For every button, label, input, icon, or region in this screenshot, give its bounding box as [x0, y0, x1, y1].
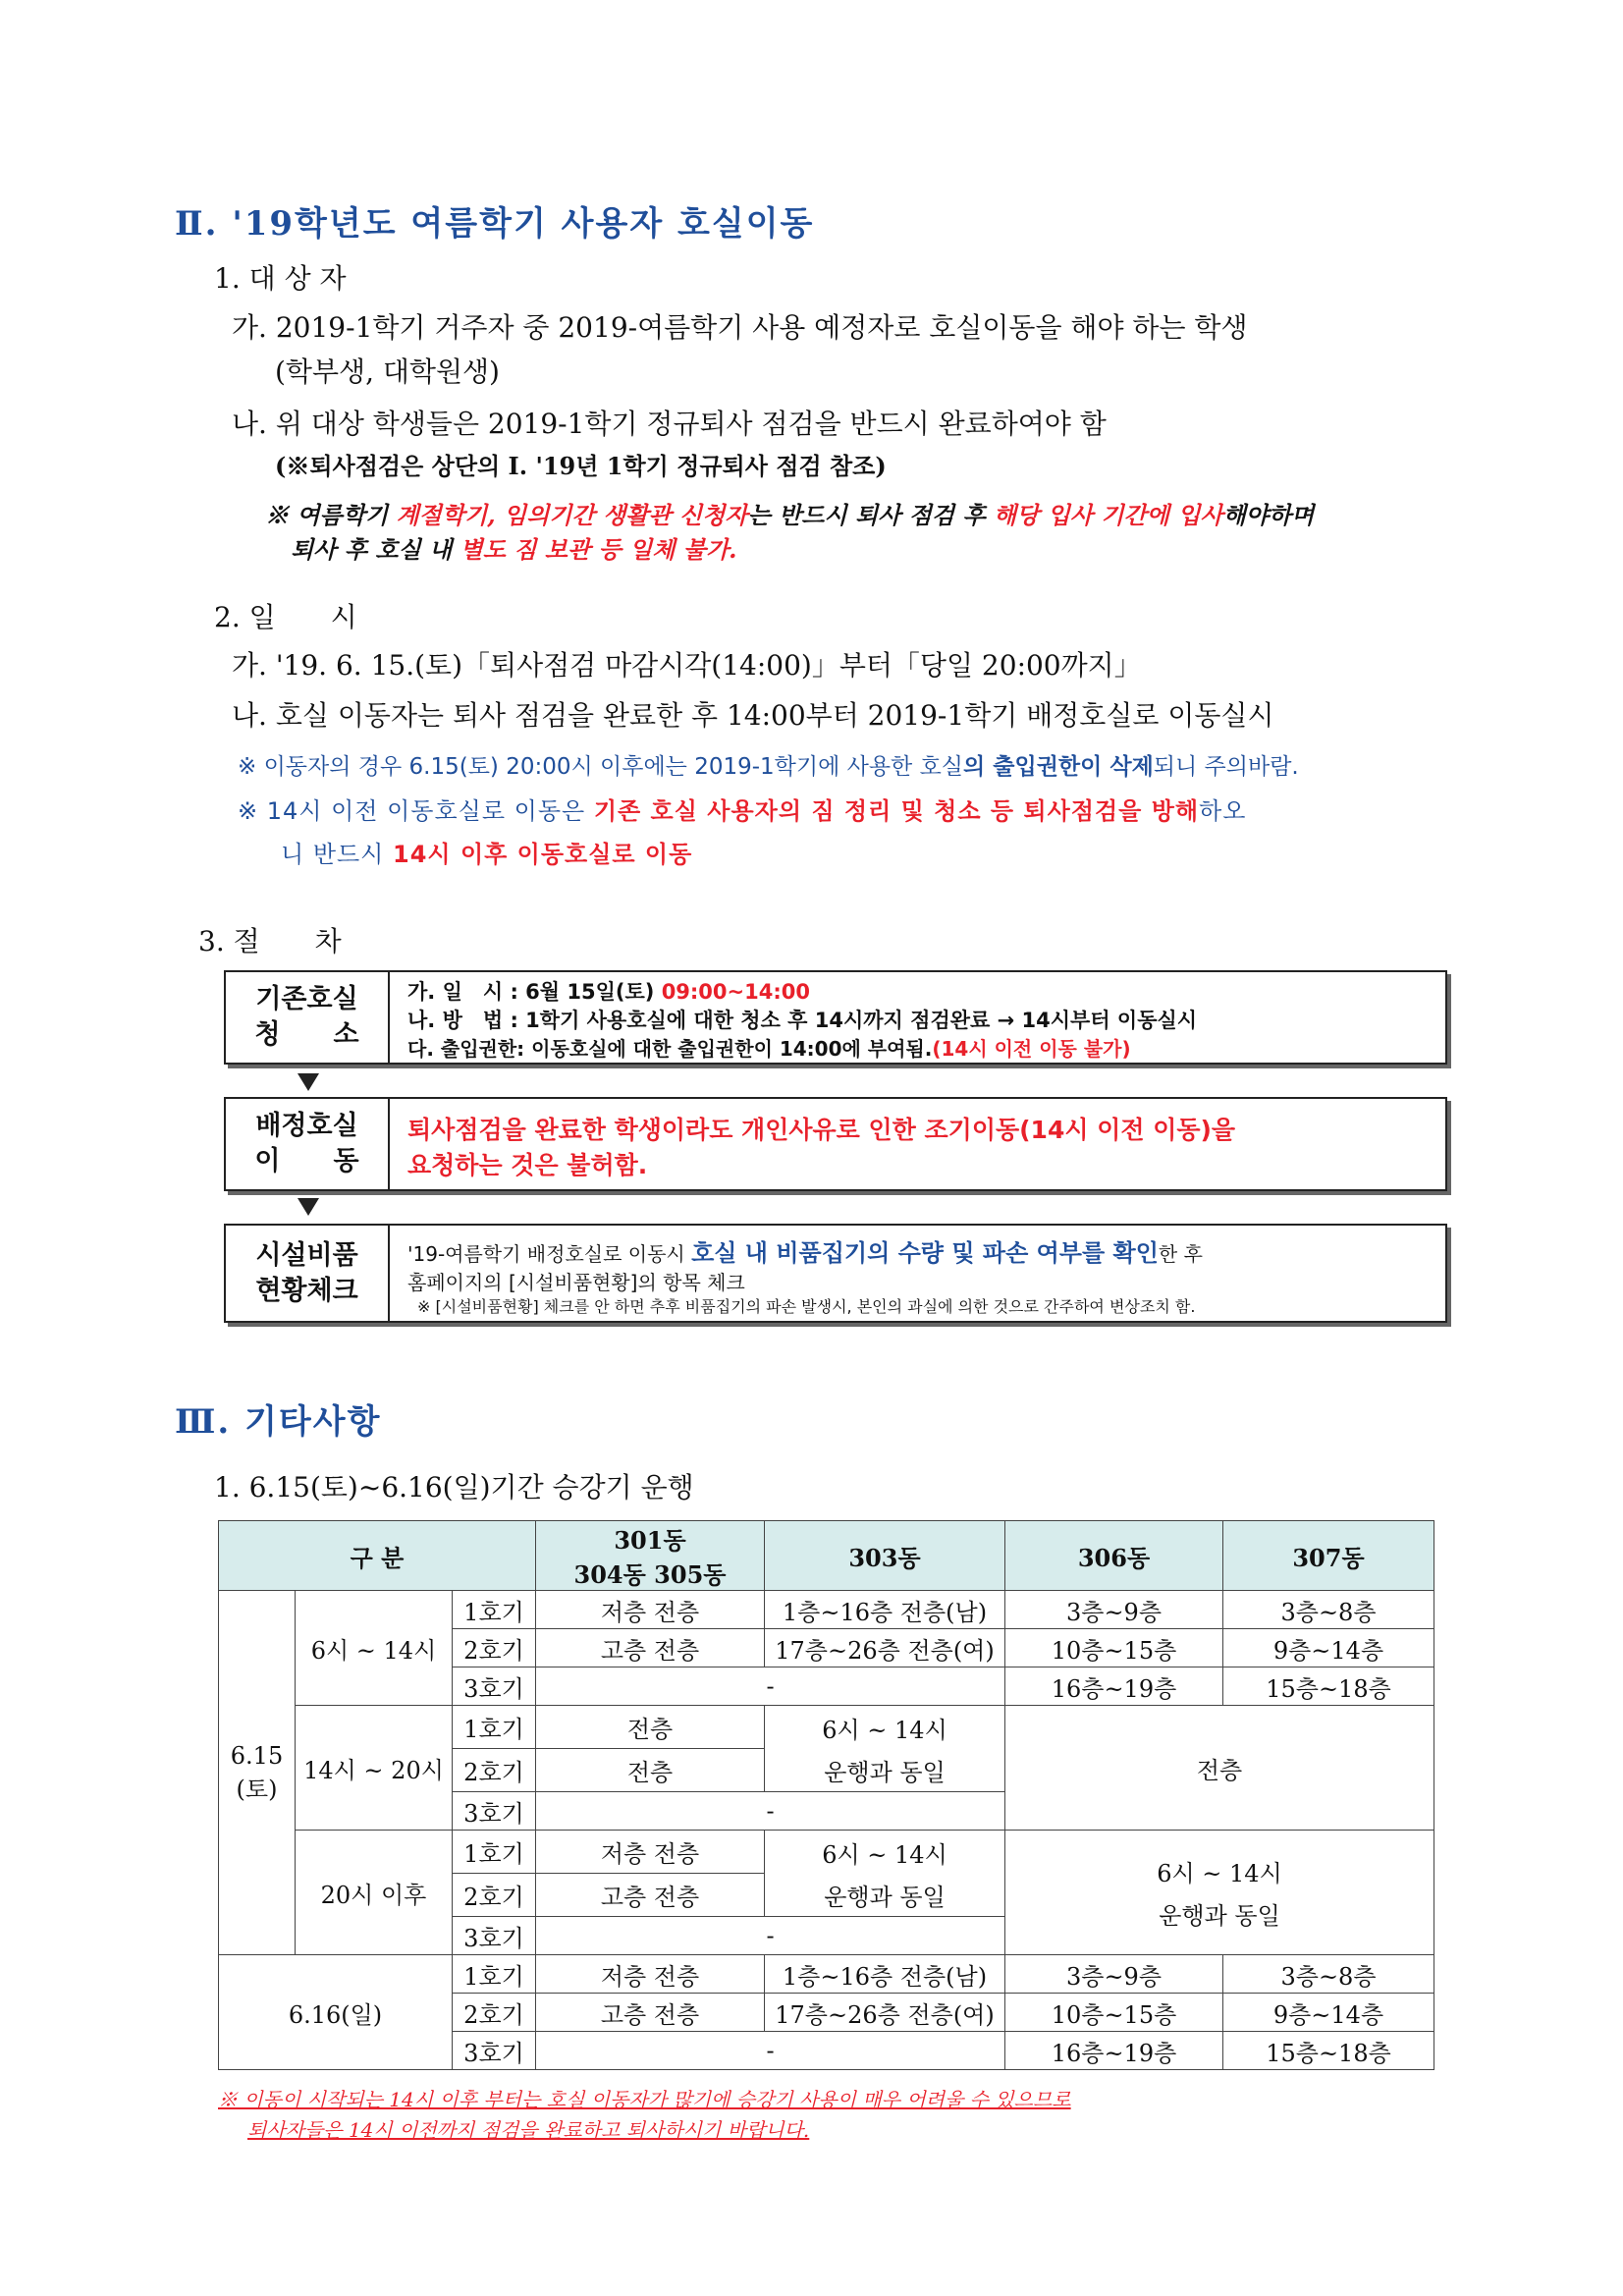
table-cell: 10층~15층: [1005, 1629, 1223, 1667]
elevator-cell: 2호기: [453, 1874, 536, 1917]
elevator-heading: 1. 6.15(토)~6.16(일)기간 승강기 운행: [214, 1471, 694, 1503]
date-item-a: 가. '19. 6. 15.(토)「퇴사점검 마감시각(14:00)」부터「당일 20:00까지」: [232, 649, 1142, 682]
elevator-cell: 3호기: [453, 1667, 536, 1706]
table-cell: -: [536, 1667, 1005, 1706]
table-cell: 고층 전층: [536, 1629, 765, 1667]
table-cell-same-as: 6시 ~ 14시 운행과 동일: [765, 1831, 1005, 1917]
table-cell: 10층~15층: [1005, 1994, 1223, 2032]
header-gubun: 구 분: [219, 1521, 536, 1591]
procedure-box-cleanup: [224, 970, 1447, 1065]
table-cell-same-as: 6시 ~ 14시 운행과 동일: [765, 1706, 1005, 1792]
elevator-cell: 2호기: [453, 1994, 536, 2032]
table-cell: 16층~19층: [1005, 2032, 1223, 2070]
elevator-cell: 2호기: [453, 1749, 536, 1792]
table-cell: 9층~14층: [1223, 1629, 1434, 1667]
table-cell: 17층~26층 전층(여): [765, 1629, 1005, 1667]
day-cell-616: 6.16(일): [219, 1955, 453, 2070]
table-cell: 3층~9층: [1005, 1955, 1223, 1994]
note-line-1: ※ 이동자의 경우 6.15(토) 20:00시 이후에는 2019-1학기에 사용한 호실의 출입권한이 삭제되니 주의바람.: [238, 754, 1299, 780]
footnote-line-2: 퇴사자들은 14시 이전까지 점검을 완료하고 퇴사하시기 바랍니다.: [247, 2118, 810, 2142]
table-cell: 고층 전층: [536, 1994, 765, 2032]
table-cell: 전층: [1005, 1706, 1434, 1831]
table-cell: 저층 전층: [536, 1955, 765, 1994]
time-cell: 6시 ~ 14시: [296, 1591, 453, 1706]
elevator-cell: 3호기: [453, 1917, 536, 1955]
target-heading: 1. 대 상 자: [214, 262, 347, 295]
table-cell: 16층~19층: [1005, 1667, 1223, 1706]
arrow-down-icon: [298, 1198, 319, 1216]
procedure-box-facility-check: [224, 1224, 1447, 1323]
table-cell: 저층 전층: [536, 1831, 765, 1874]
table-cell: 1층~16층 전층(남): [765, 1955, 1005, 1994]
box2-line-1: 퇴사점검을 완료한 학생이라도 개인사유로 인한 조기이동(14시 이전 이동)을: [407, 1116, 1236, 1144]
procedure-heading: 3. 절 차: [198, 925, 342, 957]
table-cell: 17층~26층 전층(여): [765, 1994, 1005, 2032]
table-cell: 3층~9층: [1005, 1591, 1223, 1629]
table-row: [219, 1521, 1434, 1591]
table-cell: 1층~16층 전층(남): [765, 1591, 1005, 1629]
table-cell: 저층 전층: [536, 1591, 765, 1629]
header-303: 303동: [765, 1521, 1005, 1591]
table-cell: 15층~18층: [1223, 1667, 1434, 1706]
footnote-line-1: ※ 이동이 시작되는 14시 이후 부터는 호실 이동자가 많기에 승강기 사용이 매우 어려울 수 있으므로: [218, 2088, 1071, 2111]
target-item-b-note: (※퇴사점검은 상단의 Ⅰ. '19년 1학기 정규퇴사 점검 참조): [275, 452, 887, 480]
table-cell: 전층: [536, 1749, 765, 1792]
target-item-a-cont: (학부생, 대학원생): [275, 355, 500, 388]
time-cell: 20시 이후: [296, 1831, 453, 1955]
note-line-2: ※ 14시 이전 이동호실로 이동은 기존 호실 사용자의 짐 정리 및 청소 등 퇴사점검을 방해하오: [238, 797, 1247, 825]
table-cell: -: [536, 2032, 1005, 2070]
date-heading: 2. 일 시: [214, 601, 357, 633]
table-cell: -: [536, 1917, 1005, 1955]
table-row: [219, 1955, 1434, 1994]
table-cell: 9층~14층: [1223, 1994, 1434, 2032]
header-301: 301동 304동 305동: [536, 1521, 765, 1591]
table-cell: 15층~18층: [1223, 2032, 1434, 2070]
elevator-cell: 3호기: [453, 1792, 536, 1831]
target-item-a: 가. 2019-1학기 거주자 중 2019-여름학기 사용 예정자로 호실이동을 해야 하는 학생: [232, 311, 1248, 344]
table-cell: 3층~8층: [1223, 1591, 1434, 1629]
box3-line-3: ※ [시설비품현황] 체크를 안 하면 추후 비품집기의 파손 발생시, 본인의 과실에 의한 것으로 간주하여 변상조치 함.: [417, 1297, 1196, 1316]
box1-line-2: 나. 방 법 : 1학기 사용호실에 대한 청소 후 14시까지 점검완료 → 14시부터 이동실시: [407, 1009, 1198, 1032]
elevator-schedule-table: [218, 1520, 1434, 2070]
header-306: 306동: [1005, 1521, 1223, 1591]
table-row: [219, 1706, 1434, 1749]
header-307: 307동: [1223, 1521, 1434, 1591]
procedure-box-move-label: 배정호실 이 동: [226, 1099, 390, 1189]
time-cell: 14시 ~ 20시: [296, 1706, 453, 1831]
table-cell: 고층 전층: [536, 1874, 765, 1917]
arrow-down-icon: [298, 1073, 319, 1091]
table-cell: 3층~8층: [1223, 1955, 1434, 1994]
table-row: [219, 1831, 1434, 1874]
box1-line-3: 다. 출입권한: 이동호실에 대한 출입권한이 14:00에 부여됨.(14시 이전 이동 불가): [407, 1037, 1131, 1061]
box3-line-1: '19-여름학기 배정호실로 이동시 호실 내 비품집기의 수량 및 파손 여부를 확인한 후: [407, 1239, 1203, 1267]
table-row: [219, 1591, 1434, 1629]
section-2-title: Ⅱ. '19학년도 여름학기 사용자 호실이동: [175, 204, 815, 244]
procedure-box-facility-label: 시설비품 현황체크: [226, 1226, 390, 1321]
elevator-cell: 1호기: [453, 1706, 536, 1749]
warning-line-1: ※ 여름학기 계절학기, 임의기간 생활관 신청자는 반드시 퇴사 점검 후 해당 입사 기간에 입사해야하며: [265, 501, 1315, 529]
elevator-cell: 2호기: [453, 1629, 536, 1667]
procedure-box-move: [224, 1097, 1447, 1191]
box1-line-1: 가. 일 시 : 6월 15일(토) 09:00~14:00: [407, 980, 810, 1004]
section-3-title: Ⅲ. 기타사항: [175, 1402, 382, 1442]
elevator-cell: 3호기: [453, 2032, 536, 2070]
elevator-cell: 1호기: [453, 1831, 536, 1874]
box2-line-2: 요청하는 것은 불허함.: [407, 1151, 648, 1179]
table-cell-same-as: 6시 ~ 14시 운행과 동일: [1005, 1831, 1434, 1955]
box3-line-2: 홈페이지의 [시설비품현황]의 항목 체크: [407, 1271, 745, 1294]
elevator-cell: 1호기: [453, 1591, 536, 1629]
date-item-b: 나. 호실 이동자는 퇴사 점검을 완료한 후 14:00부터 2019-1학기 배정호실로 이동실시: [232, 699, 1274, 732]
target-item-b: 나. 위 대상 학생들은 2019-1학기 정규퇴사 점검을 반드시 완료하여야 함: [232, 408, 1107, 440]
note-line-3: 니 반드시 14시 이후 이동호실로 이동: [281, 841, 693, 868]
day-cell-615: 6.15 (토): [219, 1591, 296, 1955]
warning-line-2: 퇴사 후 호실 내 별도 짐 보관 등 일체 불가.: [291, 535, 737, 564]
procedure-box-cleanup-label: 기존호실 청 소: [226, 972, 390, 1063]
elevator-cell: 1호기: [453, 1955, 536, 1994]
table-cell: 전층: [536, 1706, 765, 1749]
table-cell: -: [536, 1792, 1005, 1831]
